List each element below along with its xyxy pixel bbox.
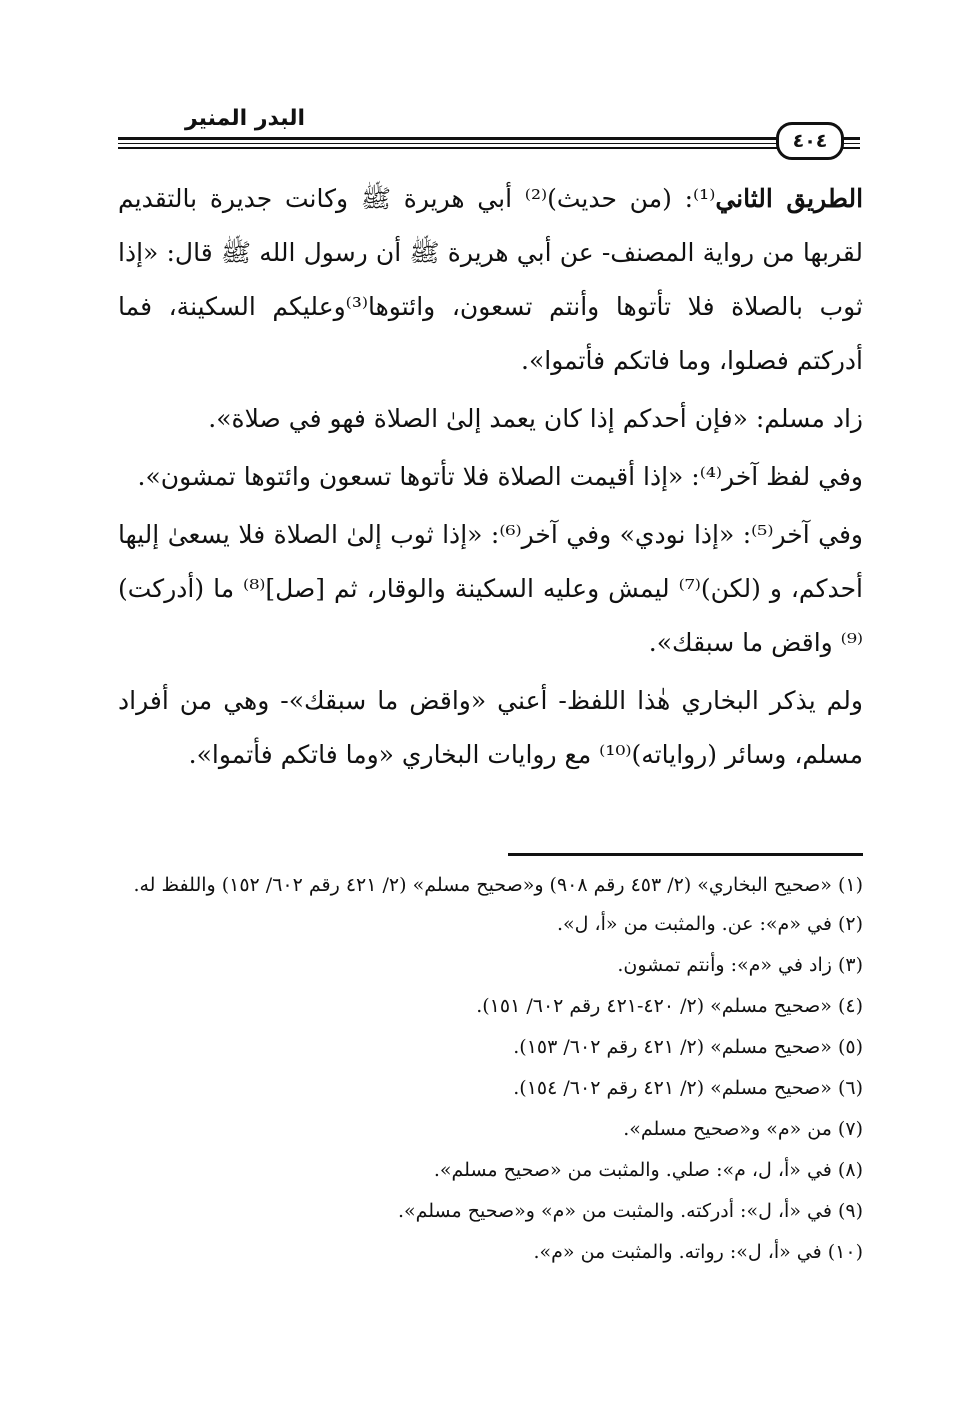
footnote: (٢) في «م»: عن. والمثبت من «أ، ل».	[557, 913, 863, 935]
footnote: (٤) «صحيح مسلم» (٢/ ٤٢٠-٤٢١ رقم ٦٠٢/ ١٥١).	[476, 995, 863, 1017]
paragraph	[118, 392, 863, 446]
footnote: (١٠) في «أ، ل»: رواته. والمثبت من «م».	[533, 1241, 863, 1263]
page-number: ٤٠٤	[776, 122, 844, 160]
footnote: (٦) «صحيح مسلم» (٢/ ٤٢١ رقم ٦٠٢/ ١٥٤).	[513, 1077, 863, 1099]
header-rule	[118, 147, 860, 149]
footnote-separator	[508, 853, 863, 856]
paragraph	[118, 172, 863, 388]
main-text	[118, 172, 863, 782]
paragraph-text: وفي لفظ آخر⁽⁴⁾: «إذا أقيمت الصلاة فلا تأتوها تسعون وائتوها تمشون».	[137, 462, 863, 491]
header-rule	[118, 143, 860, 144]
paragraph-text: زاد مسلم: «فإن أحدكم إذا كان يعمد إلىٰ الصلاة فهو في صلاة».	[208, 404, 863, 433]
paragraph-text: ⁽¹⁾: (من حديث)⁽²⁾ أبي هريرة ﷺ وكانت جديرة بالتقديم لقربها من رواية المصنف- عن أبي هريرة ﷺ أن رسول الله ﷺ قال: «إذا ثوب بالصلاة فلا تأتوها وأنتم تسعون، وائتوها⁽³⁾وعليكم السكينة، فما أدركتم فصلوا، وما فاتكم فأتموا».	[118, 184, 863, 375]
footnotes	[118, 866, 863, 1273]
footnote: (٩) في «أ، ل»: أدركته. والمثبت من «م» و«صحيح مسلم».	[397, 1200, 863, 1222]
paragraph	[118, 450, 863, 504]
paragraph	[118, 674, 863, 782]
paragraph-text: وفي آخر⁽⁵⁾: «إذا نودي» وفي آخر⁽⁶⁾: «إذا ثوب إلىٰ الصلاة فلا يسعىٰ إليها أحدكم، و (لكن)⁽⁷⁾ ليمش وعليه السكينة والوقار، ثم [صل]⁽⁸⁾ ما (أدركت)⁽⁹⁾ واقض ما سبقك».	[118, 520, 863, 657]
running-title: البدر المنير	[184, 106, 305, 131]
footnote: (٧) من «م» و«صحيح مسلم».	[623, 1118, 863, 1140]
paragraph-lead: الطريق الثاني	[715, 184, 864, 213]
paragraph	[118, 508, 863, 670]
header-rule	[118, 137, 860, 140]
paragraph-text: ولم يذكر البخاري هٰذا اللفظ- أعني «واقض ما سبقك»- وهي من أفراد مسلم، وسائر (رواياته)⁽¹⁰⁾ مع روايات البخاري «وما فاتكم فأتموا».	[118, 686, 863, 769]
footnote: (٣) زاد في «م»: وأنتم تمشون.	[617, 954, 863, 976]
footnote: (٥) «صحيح مسلم» (٢/ ٤٢١ رقم ٦٠٢/ ١٥٣).	[513, 1036, 863, 1058]
footnote: (٨) في «أ، ل، م»: صلي. والمثبت من «صحيح مسلم».	[433, 1159, 863, 1181]
footnote: (١) «صحيح البخاري» (٢/ ٤٥٣ رقم ٩٠٨) و«صحيح مسلم» (٢/ ٤٢١ رقم ٦٠٢/ ١٥٢) واللفظ له.	[133, 874, 863, 896]
